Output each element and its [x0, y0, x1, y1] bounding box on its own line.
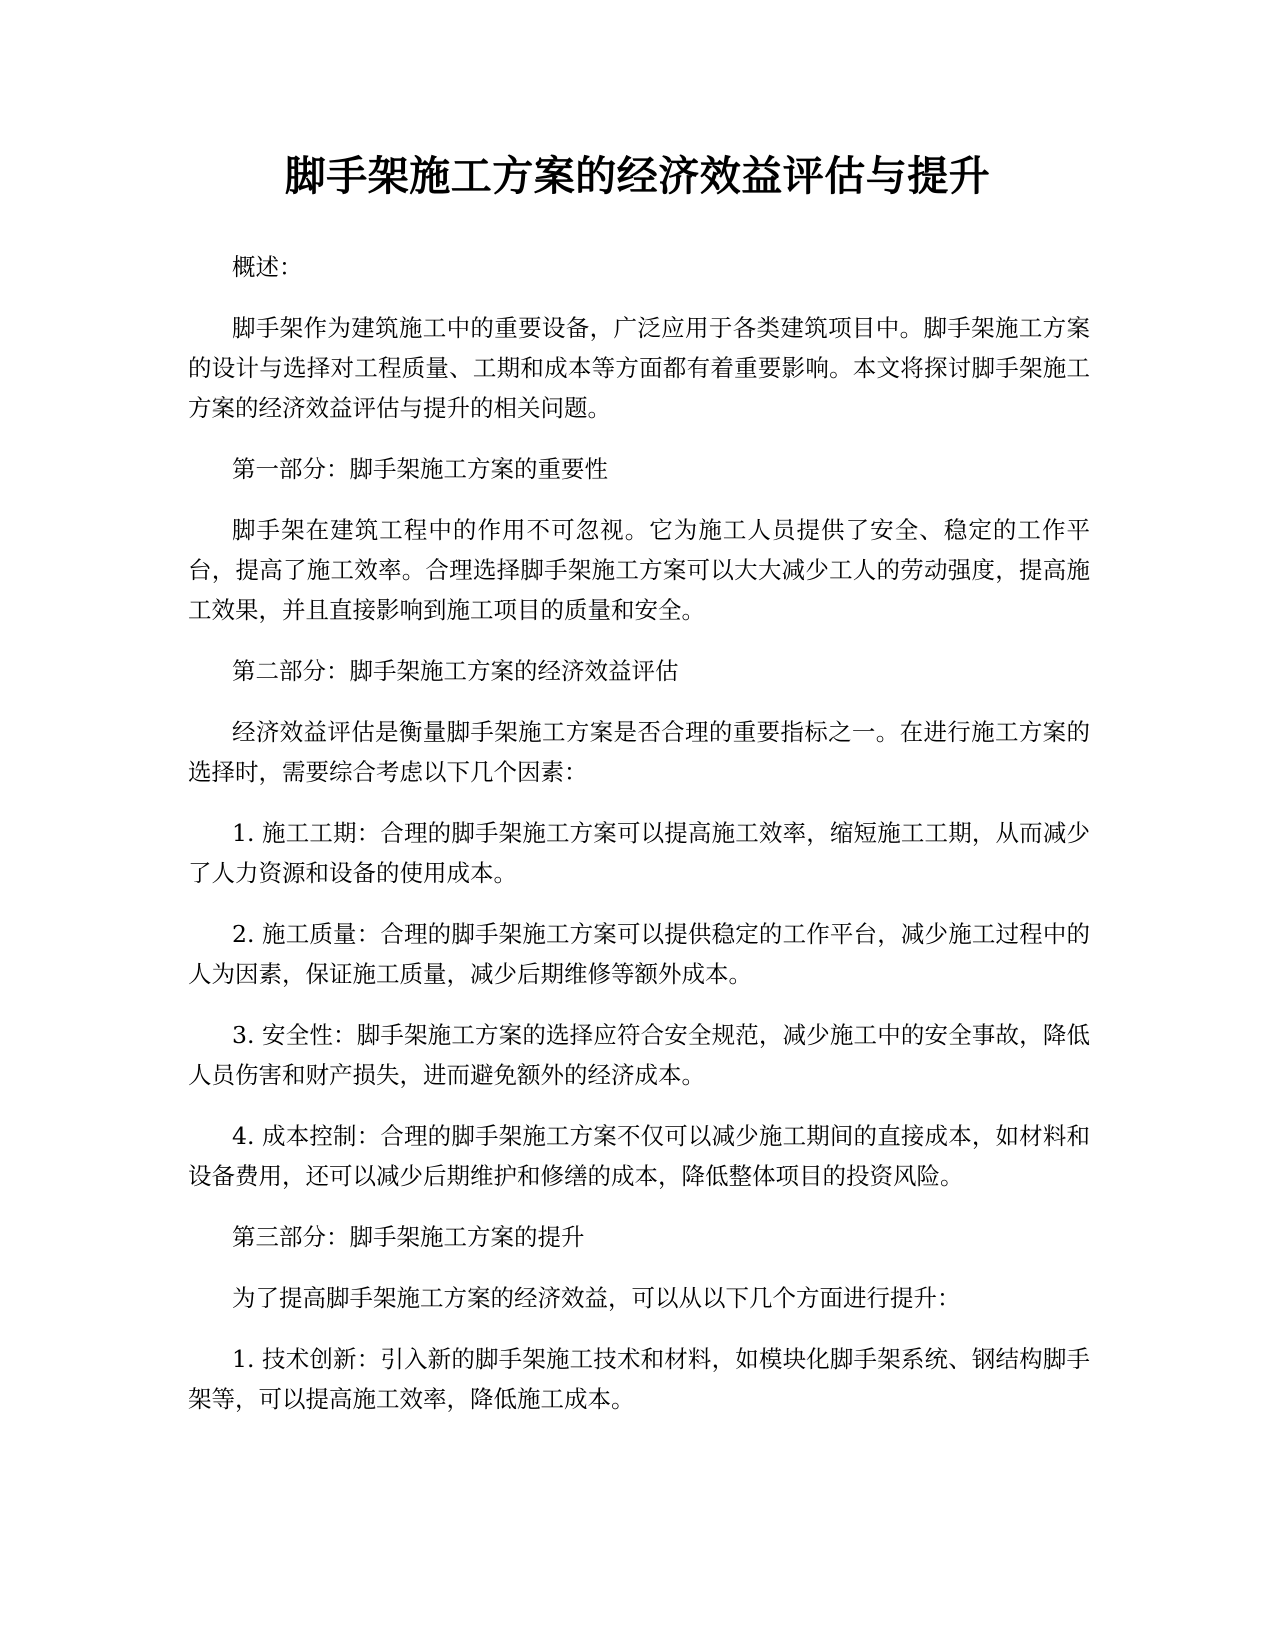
list-item-schedule: 1. 施工工期：合理的脚手架施工方案可以提高施工效率，缩短施工工期，从而减少了人力资源和设备的使用成本。 [188, 819, 1090, 887]
section-2-paragraph: 经济效益评估是衡量脚手架施工方案是否合理的重要指标之一。在进行施工方案的选择时，需要综合考虑以下几个因素： [188, 718, 1090, 786]
list-item-quality: 2. 施工质量：合理的脚手架施工方案可以提供稳定的工作平台，减少施工过程中的人为因素，保证施工质量，减少后期维修等额外成本。 [188, 920, 1090, 988]
section-heading-2: 第二部分：脚手架施工方案的经济效益评估 [232, 657, 679, 685]
overview-label: 概述： [232, 253, 303, 281]
document-title: 脚手架施工方案的经济效益评估与提升 [284, 152, 991, 200]
document-body [188, 247, 1090, 1440]
section-heading-3: 第三部分：脚手架施工方案的提升 [232, 1223, 585, 1251]
section-1-paragraph: 脚手架在建筑工程中的作用不可忽视。它为施工人员提供了安全、稳定的工作平台，提高了施工效率。合理选择脚手架施工方案可以大大减少工人的劳动强度，提高施工效果，并且直接影响到施工项目的质量和安全。 [188, 516, 1090, 624]
list-item-innovation: 1. 技术创新：引入新的脚手架施工技术和材料，如模块化脚手架系统、钢结构脚手架等，可以提高施工效率，降低施工成本。 [188, 1345, 1090, 1413]
intro-paragraph: 脚手架作为建筑施工中的重要设备，广泛应用于各类建筑项目中。脚手架施工方案的设计与选择对工程质量、工期和成本等方面都有着重要影响。本文将探讨脚手架施工方案的经济效益评估与提升的相关问题。 [188, 314, 1090, 422]
list-item-safety: 3. 安全性：脚手架施工方案的选择应符合安全规范，减少施工中的安全事故，降低人员伤害和财产损失，进而避免额外的经济成本。 [188, 1021, 1090, 1089]
list-item-cost: 4. 成本控制：合理的脚手架施工方案不仅可以减少施工期间的直接成本，如材料和设备费用，还可以减少后期维护和修缮的成本，降低整体项目的投资风险。 [188, 1122, 1090, 1190]
section-heading-1: 第一部分：脚手架施工方案的重要性 [232, 455, 608, 483]
section-3-paragraph: 为了提高脚手架施工方案的经济效益，可以从以下几个方面进行提升： [232, 1284, 961, 1312]
